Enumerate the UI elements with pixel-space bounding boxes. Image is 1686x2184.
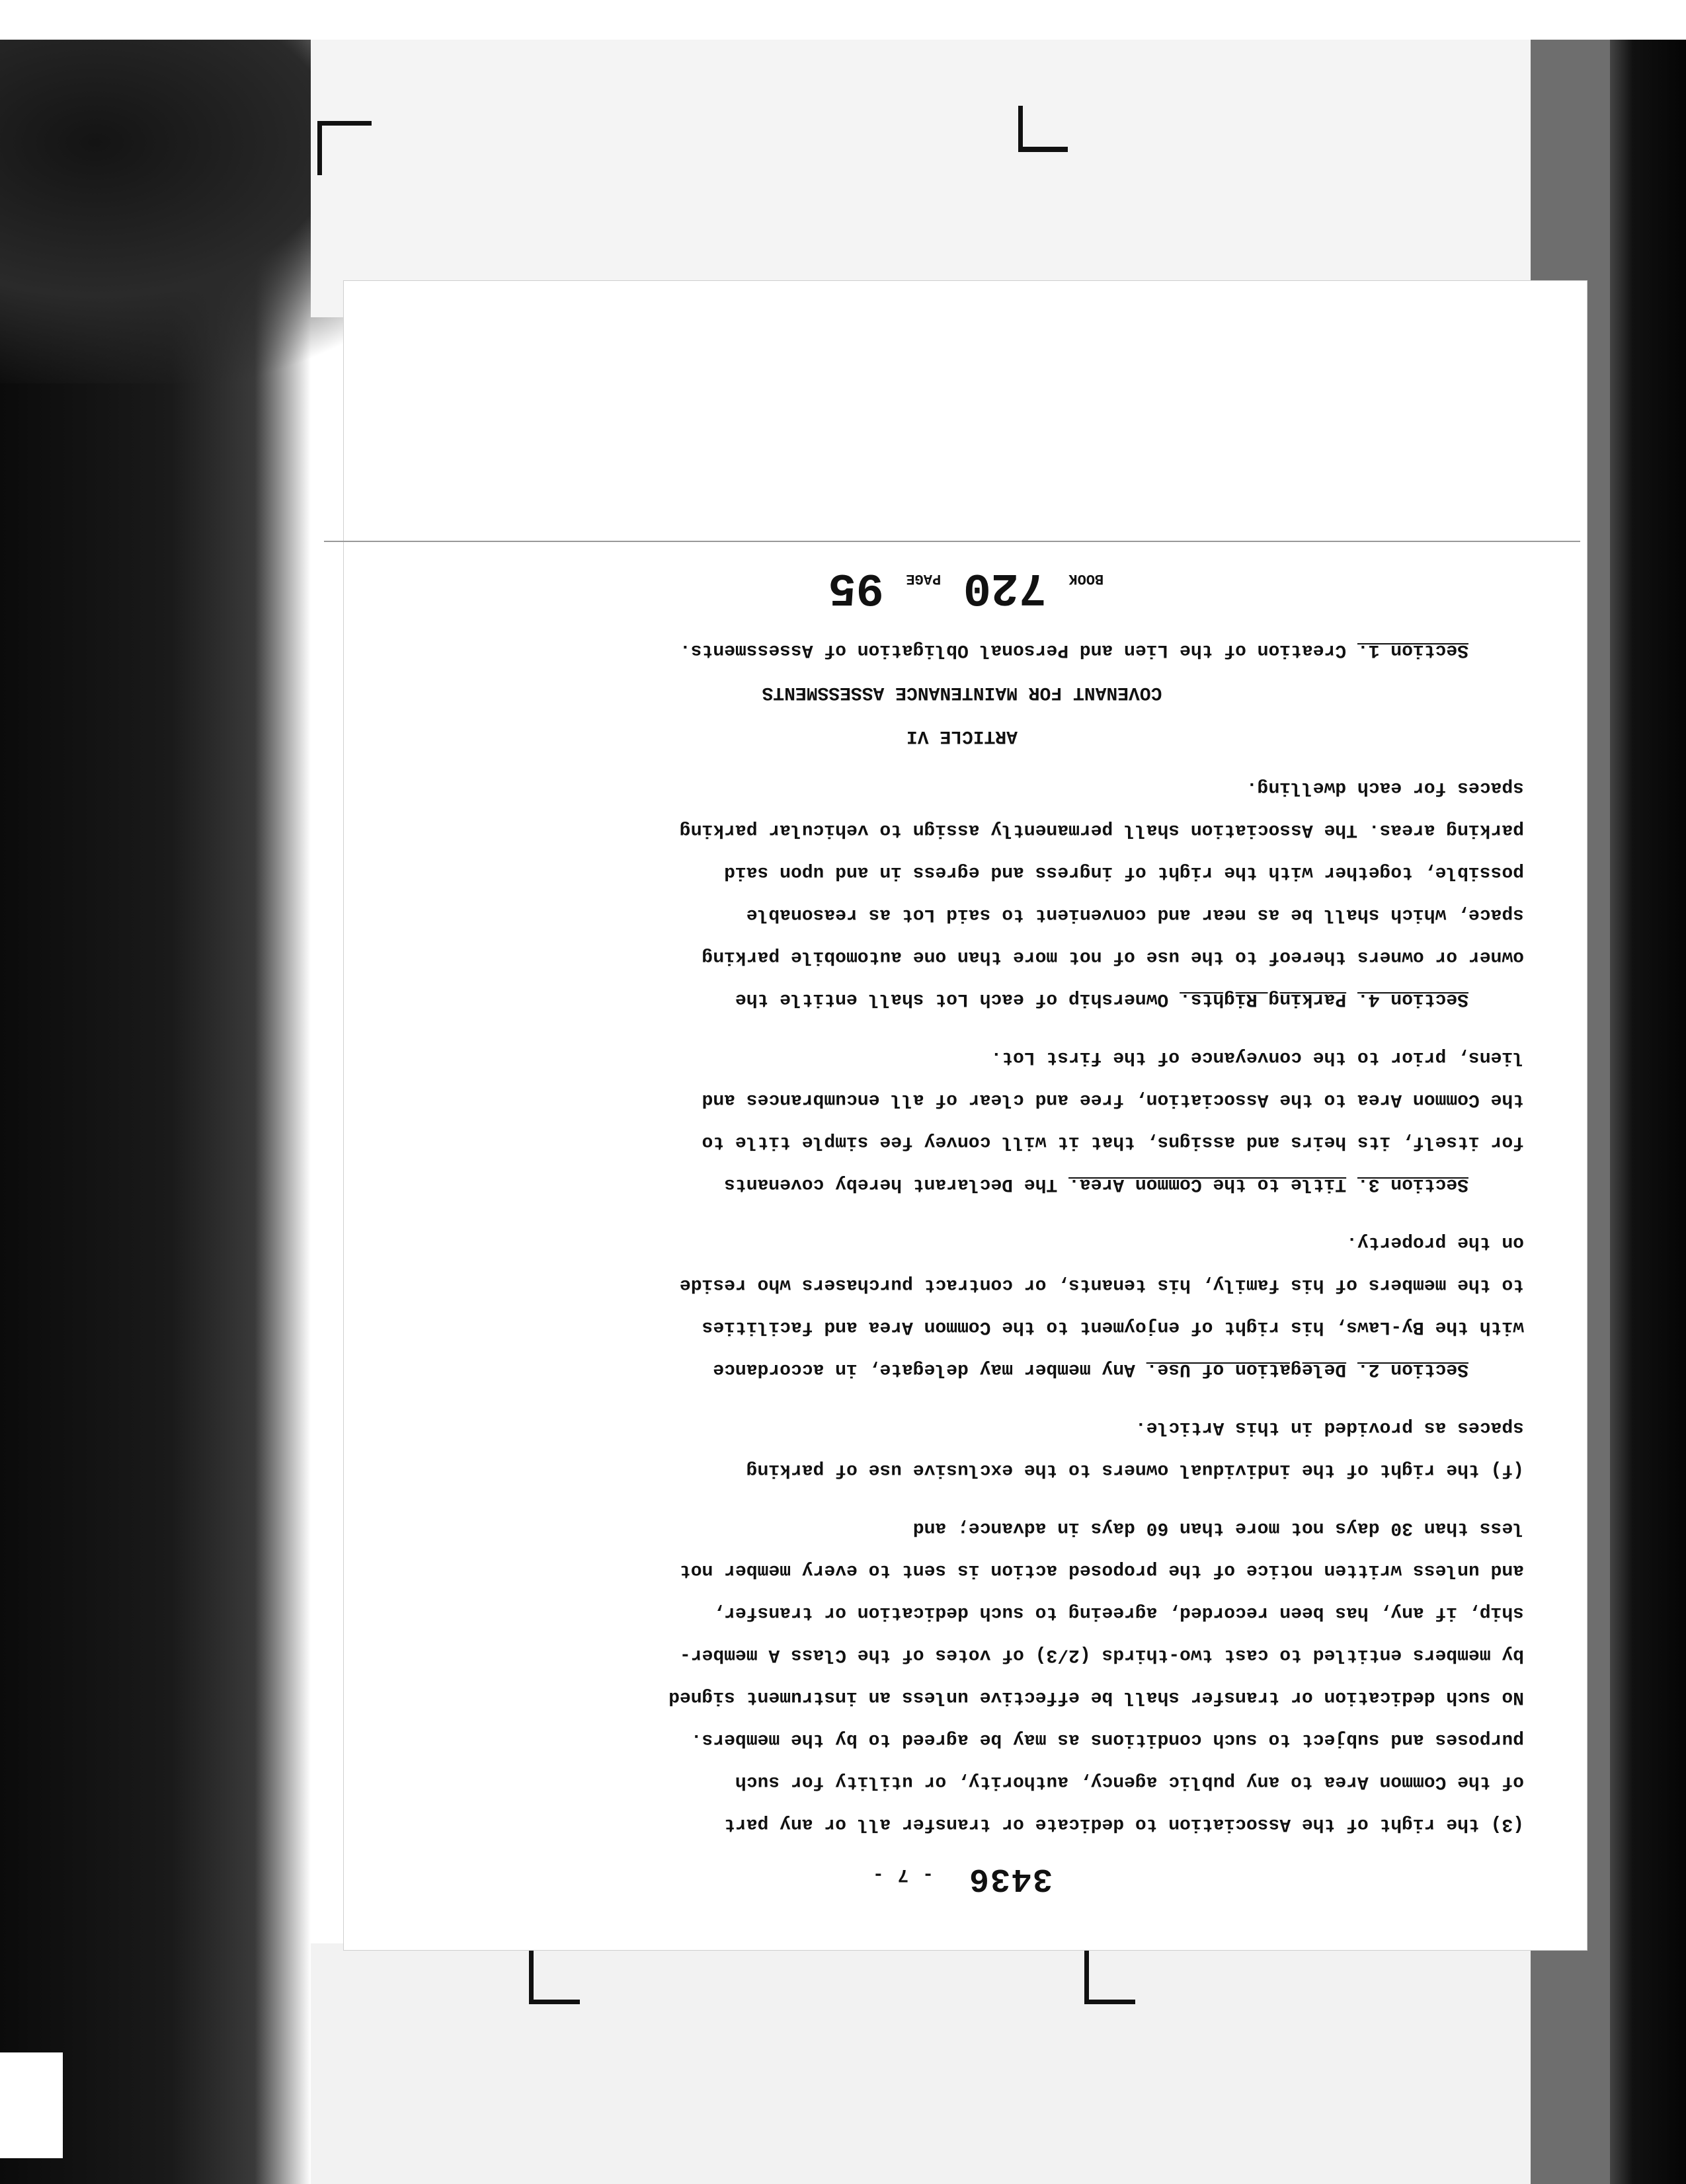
section-4 xyxy=(400,766,1524,1020)
text-line: liens, prior to the conveyance of the first Lot. xyxy=(990,1047,1524,1068)
section-first-line xyxy=(400,1163,1524,1205)
section-first-line xyxy=(400,1348,1524,1390)
text-line: spaces as provided in this Article. xyxy=(1135,1417,1524,1438)
page-number: - 7 - xyxy=(871,1864,934,1885)
section-title: Creation of the Lien and Personal Obligation of Assessments. xyxy=(679,640,1347,660)
text-line: (3) the right of the Association to dedicate or transfer all or any part xyxy=(724,1814,1524,1834)
section-1 xyxy=(400,629,1524,671)
section-label: Section 2. xyxy=(1357,1359,1468,1380)
section-first-text: The Declarant hereby covenants xyxy=(724,1174,1058,1194)
scan-margin-bottom xyxy=(311,1943,1541,2184)
text-line: less than 30 days not more than 60 days in advance; and xyxy=(912,1518,1524,1538)
text-line: parking areas. The Association shall permanently assign to vehicular parking xyxy=(679,820,1524,840)
section-2 xyxy=(400,1221,1524,1390)
text-line: spaces for each dwelling. xyxy=(1246,777,1524,798)
page-value: 95 xyxy=(828,561,884,613)
text-line: No such dedication or transfer shall be effective unless an instrument signed xyxy=(668,1687,1524,1707)
crop-mark-top-right-bar xyxy=(1018,147,1068,152)
paragraph-f xyxy=(400,1406,1524,1491)
text-line: with the By-Laws, his right of enjoyment to the Common Area and facilities xyxy=(702,1317,1524,1337)
page-header xyxy=(400,1859,1524,1897)
book-label: BOOK xyxy=(1068,570,1104,587)
text-line: by members entitled to cast two-thirds (2/3) of votes of the Class A member- xyxy=(679,1645,1524,1665)
text-line: space, which shall be as near and convenient to said Lot as reasonable xyxy=(746,904,1524,925)
text-line: of the Common Area to any public agency, authority, or utility for such xyxy=(735,1772,1524,1792)
page-label: PAGE xyxy=(906,570,942,587)
page-code: 3436 xyxy=(968,1859,1053,1897)
section-label: Section 3. xyxy=(1357,1174,1468,1194)
document-page xyxy=(344,281,1587,1950)
scan-margin-top xyxy=(311,40,1541,317)
text-line: and unless written notice of the proposed action is sent to every member not xyxy=(679,1560,1524,1580)
crop-mark-top-left xyxy=(317,121,372,175)
text-line: the Common Area to the Association, free and clear of all encumbrances and xyxy=(702,1089,1524,1110)
text-line: owner or owners thereof to the use of not more than one automobile parking xyxy=(702,947,1524,967)
paragraph-3 xyxy=(400,1506,1524,1845)
text-line: purposes and subject to such conditions as may be agreed to by the members. xyxy=(690,1729,1524,1750)
article-title: COVENANT FOR MAINTENANCE ASSESSMENTS xyxy=(762,682,1162,703)
section-label: Section 4. xyxy=(1357,989,1468,1009)
text-line: to the members of his family, his tenants, or contract purchasers who reside xyxy=(679,1274,1524,1295)
section-title: Title to the Common Area. xyxy=(1068,1174,1347,1194)
section-first-line xyxy=(400,978,1524,1020)
text-line: for itself, its heirs and assigns, that it will convey fee simple title to xyxy=(702,1132,1524,1152)
book-page-stamp xyxy=(400,561,1524,613)
scan-white-patch xyxy=(0,2052,63,2158)
text-line: (f) the right of the individual owners to the exclusive use of parking xyxy=(746,1460,1524,1480)
section-first-line xyxy=(400,629,1524,671)
document-text-rotated xyxy=(344,281,1587,1950)
scan-edge-right xyxy=(1610,40,1686,2184)
crop-mark-bottom-left xyxy=(529,1947,580,2004)
section-title: Delegation of Use. xyxy=(1146,1359,1347,1380)
crop-mark-top-right xyxy=(1018,106,1072,152)
section-label: Section 1. xyxy=(1357,640,1468,660)
crop-mark-bottom-right xyxy=(1084,1947,1135,2004)
article-heading: ARTICLE VI xyxy=(906,726,1018,746)
section-first-text: Any member may delegate, in accordance xyxy=(713,1359,1135,1380)
document-content xyxy=(400,561,1524,1897)
text-line: possible, together with the right of ingress and egress in and upon said xyxy=(724,862,1524,882)
scan-rule-line xyxy=(324,541,1580,542)
section-title: Parking Rights. xyxy=(1180,989,1347,1009)
text-line: ship, if any, has been recorded, agreeing to such dedication or transfer, xyxy=(713,1602,1524,1623)
book-number: 720 xyxy=(963,561,1047,613)
text-line: on the property. xyxy=(1346,1232,1524,1253)
section-first-text: Ownership of each Lot shall entitle the xyxy=(735,989,1169,1009)
section-3 xyxy=(400,1036,1524,1205)
